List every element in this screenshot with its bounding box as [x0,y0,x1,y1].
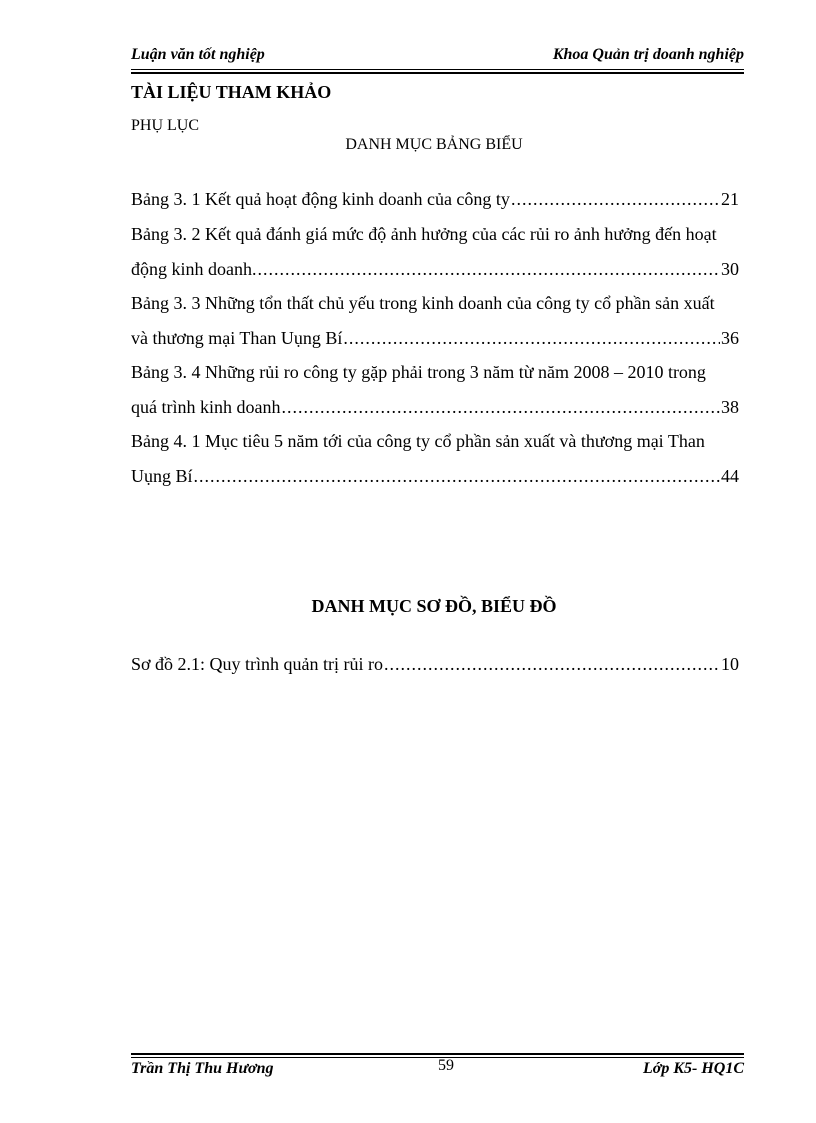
toc-page-number: 10 [721,654,739,674]
toc-entry-table-3-1[interactable] [131,182,739,217]
toc-page-number: 38 [721,397,739,417]
page-footer [131,1057,744,1083]
header-rule [131,69,744,70]
toc-entry-text-cont: quá trình kinh doanh [131,397,281,417]
references-heading: TÀI LIỆU THAM KHẢO [131,82,332,102]
toc-entry-table-3-2[interactable] [131,217,739,287]
toc-entry-text: Bảng 3. 2 Kết quả đánh giá mức độ ảnh hưởng của các rủi ro ảnh hưởng đến hoạt [131,224,717,244]
toc-entry-diagram-2-1[interactable] [131,647,739,682]
footer-author: Trần Thị Thu Hương [131,1060,274,1077]
toc-leader [258,252,721,287]
toc-page-number: 21 [721,189,739,209]
appendix-heading: PHỤ LỤC [131,117,200,134]
toc-leader [194,459,720,494]
toc-page-number: 44 [721,466,739,486]
toc-entry-table-4-1[interactable] [131,424,739,494]
header-faculty-label: Khoa Quản trị doanh nghiệp [552,46,744,63]
footer-class: Lớp K5- HQ1C [642,1060,744,1077]
toc-entry-table-3-3[interactable] [131,286,739,356]
toc-entry-text: Bảng 3. 4 Những rủi ro công ty gặp phải trong 3 năm từ năm 2008 – 2010 trong [131,362,706,382]
toc-entry-table-3-4[interactable] [131,355,739,425]
header-rule-thick [131,72,744,74]
toc-page-number: 30 [721,259,739,279]
footer-page-number: 59 [438,1057,454,1074]
toc-entry-text: Bảng 3. 1 Kết quả hoạt động kinh doanh của công ty [131,189,510,209]
toc-leader [511,182,720,217]
toc-entry-text-cont: và thương mại Than Uụng Bí [131,328,343,348]
toc-leader [343,321,720,356]
tables-list-heading: DANH MỤC BẢNG BIỂU [345,136,523,153]
header-thesis-label: Luận văn tốt nghiệp [131,46,265,63]
footer-rule-thick [131,1053,744,1055]
diagrams-list-heading: DANH MỤC SƠ ĐỒ, BIỂU ĐỒ [311,596,557,616]
page-header [131,44,744,70]
toc-entry-text-cont: Uụng Bí [131,466,193,486]
toc-entry-text: Bảng 4. 1 Mục tiêu 5 năm tới của công ty cổ phần sản xuất và thương mại Than [131,431,705,451]
toc-entry-text-cont: động kinh doanh. [131,259,257,279]
toc-entry-text: Bảng 3. 3 Những tổn thất chủ yếu trong kinh doanh của công ty cổ phần sản xuất [131,293,715,313]
toc-leader [281,390,720,425]
toc-leader [384,647,720,682]
toc-entry-text: Sơ đồ 2.1: Quy trình quản trị rủi ro [131,654,383,674]
toc-page-number: 36 [721,328,739,348]
